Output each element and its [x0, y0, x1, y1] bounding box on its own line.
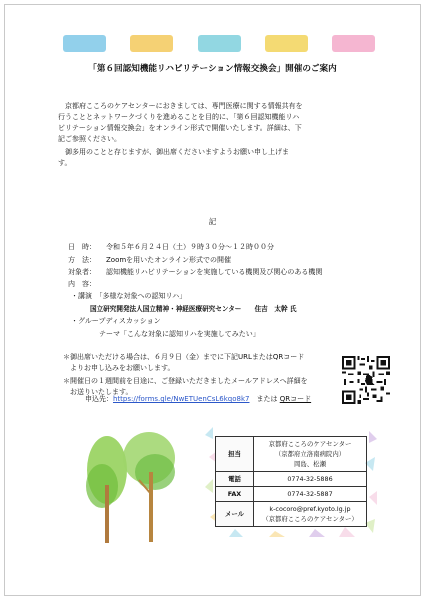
contact-head-phone: 電話 [216, 472, 254, 487]
page-title: 「第６回認知機能リハビリテーション情報交換会」開催のご案内 [88, 64, 337, 74]
lecture-title: ・講演 「多様な対象への認知リハ」 [71, 292, 187, 300]
group-discussion-title: ・グループディスカッション [71, 317, 161, 325]
decor-swatch-blue [63, 35, 106, 52]
group-discussion-theme: テーマ「こんな対象に認知リハを実施してみたい」 [99, 330, 260, 338]
target-row [68, 267, 322, 277]
contact-row-phone [216, 472, 367, 487]
contact-value-email: k-cocoro@pref.kyoto.lg.jp （京都府こころのケアセンター） [254, 502, 367, 527]
document-page [4, 4, 421, 596]
tree-illustration [75, 430, 195, 545]
contact-head-email: メール [216, 502, 254, 527]
apply-url-link[interactable]: https://forms.gle/NwETUenCsL6kqo8k7 [113, 395, 250, 403]
content-row [68, 279, 106, 289]
decor-swatch-yellow [130, 35, 173, 52]
contact-head-fax: FAX [216, 487, 254, 502]
apply-label: 申込先： [85, 395, 113, 403]
note-deadline: ＊御出席いただける場合は、６月９日（金）までに下記URLまたはQRコード よりお申し込みをお願いします。 [63, 353, 305, 372]
method-row [68, 255, 231, 265]
target-label: 対象者： [68, 268, 96, 276]
qr-code[interactable] [342, 356, 390, 404]
contact-value-phone: 0774-32-5886 [254, 472, 367, 487]
qr-code-link[interactable]: QRコード [279, 395, 312, 403]
contact-table [215, 436, 367, 527]
contact-row-email [216, 502, 367, 527]
contact-value-staff: 京都府こころのケアセンター （京都府立洛南病院内） 岡島、松瀬 [254, 437, 367, 472]
method-value: Zoomを用いたオンライン形式での開催 [106, 256, 231, 264]
closing-paragraph: 御多用のことと存じますが、御出席くださいますようお願い申し上げま す。 [58, 148, 289, 167]
decor-swatch-pink [332, 35, 375, 52]
decor-swatch-gold [265, 35, 308, 52]
lecture-speaker: 国立研究開発法人国立精神・神経医療研究センター 住吉 太幹 氏 [90, 305, 297, 313]
ki-marker: 記 [208, 217, 217, 226]
contact-row-staff [216, 437, 367, 472]
date-label: 日 時： [68, 243, 96, 251]
intro-paragraph: 京都府こころのケアセンターにおきましては、専門医療に関する情報共有を 行うこととネットワークづくりを進めることを目的に、「第６回認知機能リハ ビリテーション情報交換会」をオンライン形式で開催いたします。詳細は、下 記ご参照ください。 [58, 102, 303, 143]
contact-row-fax [216, 487, 367, 502]
decor-swatch-cyan [198, 35, 241, 52]
date-row [68, 242, 274, 252]
apply-row [85, 394, 311, 404]
target-value: 認知機能リハビリテーションを実施している機関及び関心のある機関 [106, 268, 323, 276]
contact-value-fax: 0774-32-5887 [254, 487, 367, 502]
content-label: 内 容： [68, 280, 96, 288]
note-details: ＊開催日の１週間前を目途に、ご登録いただきましたメールアドレスへ詳細を お送りいたします。 [63, 377, 308, 396]
date-value: 令和５年６月２４日（土）９時３０分～１２時００分 [106, 243, 274, 251]
apply-suffix: または [249, 395, 278, 403]
method-label: 方 法： [68, 256, 96, 264]
contact-head-staff: 担当 [216, 437, 254, 472]
